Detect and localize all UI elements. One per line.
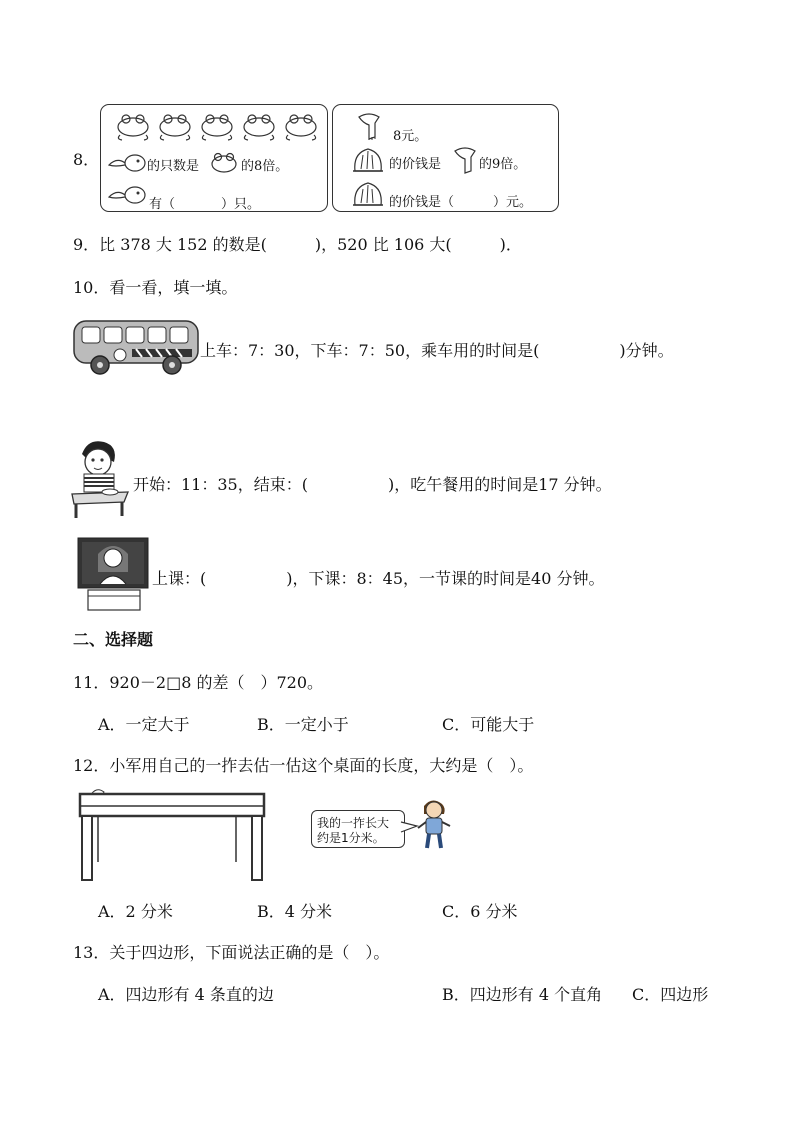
q8-right-line3-suffix: ）元。 <box>493 195 533 210</box>
q8-right-box <box>332 104 559 212</box>
frog-icon <box>209 149 239 175</box>
tadpole-icon <box>107 183 147 207</box>
hat-icon <box>351 179 385 209</box>
q11-option-b[interactable]: B．一定小于 <box>257 715 349 734</box>
q8-left-line1-end: 的8倍。 <box>241 159 289 174</box>
q8-left-box <box>100 104 328 212</box>
q12-option-c[interactable]: C．6 分米 <box>442 902 518 921</box>
q12-option-b[interactable]: B．4 分米 <box>257 902 333 921</box>
q8-right-line1: 8元。 <box>393 129 428 144</box>
q11-option-a[interactable]: A．一定大于 <box>98 715 190 734</box>
school-bus-icon <box>72 315 202 377</box>
q13-option-b[interactable]: B．四边形有 4 个直角 <box>442 985 603 1004</box>
speech-bubble-line1: 我的一拃长大 <box>317 816 390 830</box>
q12-option-a[interactable]: A．2 分米 <box>98 902 173 921</box>
tadpole-icon <box>107 151 147 175</box>
hat-icon <box>351 145 385 175</box>
q12-text: 12．小军用自己的一拃去估一估这个桌面的长度，大约是（ ）。 <box>73 756 534 775</box>
teacher-icon <box>76 534 152 614</box>
boy-xiaojun-icon <box>414 796 454 852</box>
q8-right-line2: 的价钱是 <box>389 157 442 172</box>
q13-option-a[interactable]: A．四边形有 4 条直的边 <box>98 985 274 1004</box>
q10-class-line: 上课：( )，下课：8：45，一节课的时间是40 分钟。 <box>152 569 605 588</box>
q13-option-c[interactable]: C．四边形 <box>632 985 709 1004</box>
q8-number: 8． <box>73 150 100 169</box>
frog-row-icon <box>115 111 335 141</box>
speech-bubble-line2: 约是1分米。 <box>317 831 385 845</box>
section-2-title: 二、选择题 <box>73 630 154 649</box>
q8-left-line2-prefix: 有（ <box>149 197 176 212</box>
q8-right-line3-prefix: 的价钱是（ <box>389 195 455 210</box>
q13-text: 13．关于四边形，下面说法正确的是（ ）。 <box>73 943 390 962</box>
q11-option-c[interactable]: C．可能大于 <box>442 715 535 734</box>
q8-left-line1: 的只数是 <box>147 159 200 174</box>
q11-text: 11．920－2□8 的差（ ）720。 <box>73 673 324 692</box>
q8-right-line2-end: 的9倍。 <box>479 157 527 172</box>
q9-text: 9．比 378 大 152 的数是( )，520 比 106 大( )． <box>73 235 522 254</box>
scarf-icon <box>355 111 385 141</box>
boy-eating-icon <box>70 436 130 520</box>
q10-lunch-line: 开始：11：35，结束：( )，吃午餐用的时间是17 分钟。 <box>133 475 612 494</box>
q10-bus-line: 上车：7：30，下车：7：50，乘车用的时间是( )分钟。 <box>200 341 674 360</box>
q8-left-line2-suffix: ）只。 <box>221 197 261 212</box>
scarf-icon <box>451 145 481 175</box>
q10-title: 10．看一看，填一填。 <box>73 278 238 297</box>
desk-icon <box>72 786 272 882</box>
